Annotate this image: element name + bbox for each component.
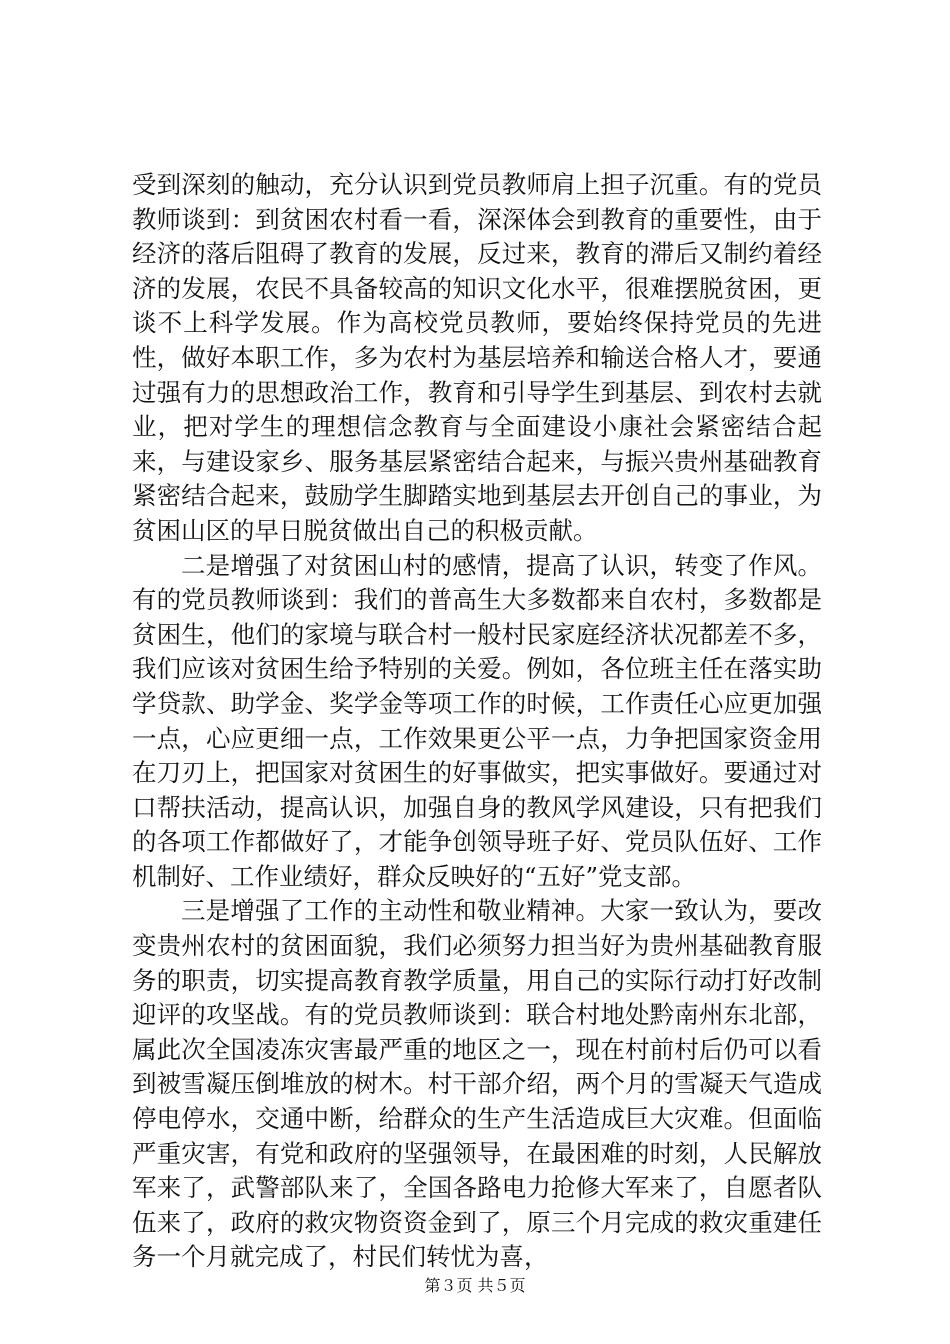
paragraph-1: 受到深刻的触动，充分认识到党员教师肩上担子沉重。有的党员教师谈到：到贫困农村看一看，深深体会到教育的重要性，由于经济的落后阻碍了教育的发展，反过来，教育的滞后又制约着经济的发展，农民不具备较高的知识文化水平，很难摆脱贫困，更谈不上科学发展。作为高校党员教师，要始终保持党员的先进性，做好本职工作，多为农村为基层培养和输送合格人才，要通过强有力的思想政治工作，教育和引导学生到基层、到农村去就业，把对学生的理想信念教育与全面建设小康社会紧密结合起来，与建设家乡、服务基层紧密结合起来，与振兴贵州基础教育紧密结合起来，鼓励学生脚踏实地到基层去开创自己的事业，为贫困山区的早日脱贫做出自己的积极贡献。 xyxy=(132,170,822,545)
paragraph-3: 三是增强了工作的主动性和敬业精神。大家一致认为，要改变贵州农村的贫困面貌，我们必须努力担当好为贵州基础教育服务的职责，切实提高教育教学质量，用自己的实际行动打好改制迎评的攻坚战。有的党员教师谈到：联合村地处黔南州东北部，属此次全国凌冻灾害最严重的地区之一，现在村前村后仍可以看到被雪凝压倒堆放的树木。村干部介绍，两个月的雪凝天气造成停电停水，交通中断，给群众的生产生活造成巨大灾难。但面临严重灾害，有党和政府的坚强领导，在最困难的时刻，人民解放军来了，武警部队来了，全国各路电力抢修大军来了，自愿者队伍来了，政府的救灾物资资金到了，原三个月完成的救灾重建任务一个月就完成了，村民们转忧为喜， xyxy=(132,896,822,1272)
page-number-footer: 第３页 共５页 xyxy=(424,1276,526,1295)
document-body xyxy=(132,168,822,1275)
paragraph-2: 二是增强了对贫困山村的感情，提高了认识，转变了作风。有的党员教师谈到：我们的普高生大多数都来自农村，多数都是贫困生，他们的家境与联合村一般村民家庭经济状况都差不多，我们应该对贫困生给予特别的关爱。例如，各位班主任在落实助学贷款、助学金、奖学金等项工作的时候，工作责任心应更加强一点，心应更细一点，工作效果更公平一点，力争把国家资金用在刀刃上，把国家对贫困生的好事做实，把实事做好。要通过对口帮扶活动，提高认识，加强自身的教风学风建设，只有把我们的各项工作都做好了，才能争创领导班子好、党员队伍好、工作机制好、工作业绩好，群众反映好的“五好”党支部。 xyxy=(132,550,822,891)
